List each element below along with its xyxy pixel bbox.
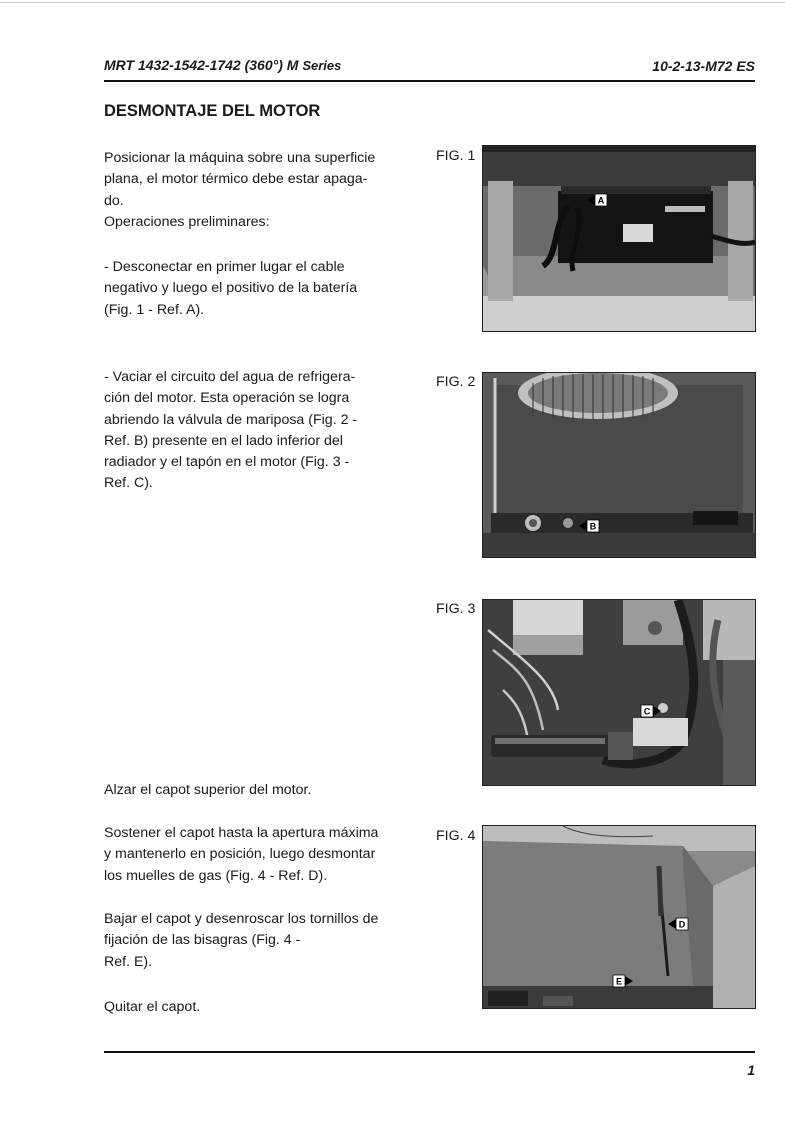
text-line: - Desconectar en primer lugar el cable: [104, 259, 345, 275]
text-line: Sostener el capot hasta la apertura máxima: [104, 825, 379, 841]
callout-d-label: D: [678, 919, 686, 930]
text-line: Quitar el capot.: [104, 999, 201, 1015]
callout-b-label: B: [589, 521, 597, 532]
paragraph-drain-coolant: [104, 367, 415, 495]
text-line: do.: [104, 192, 124, 209]
page-title: DESMONTAJE DEL MOTOR: [104, 102, 321, 120]
header-code: 10-2-13-M72 ES: [652, 58, 755, 74]
text-line: ción del motor. Esta operación se logra: [104, 390, 350, 407]
page-number: 1: [747, 1062, 755, 1078]
paragraph-remove-hood: [104, 997, 404, 1018]
text-line: Ref. C).: [104, 475, 153, 492]
text-line: radiador y el tapón en el motor (Fig. 3 -: [104, 454, 350, 471]
fig1-label: FIG. 1: [436, 148, 476, 164]
top-border-line: [0, 2, 785, 3]
paragraph-support-hood: [104, 823, 404, 887]
text-line: los muelles de gas (Fig. 4 - Ref. D).: [104, 867, 328, 884]
paragraph-disconnect-battery: [104, 257, 415, 321]
footer-rule: [104, 1051, 755, 1053]
text-line: y mantenerlo en posición, luego desmontar: [104, 846, 376, 863]
callout-c-label: C: [643, 706, 651, 717]
text-line: Posicionar la máquina sobre una superficie: [104, 150, 376, 166]
callout-e-label: E: [615, 976, 623, 987]
fig2-label: FIG. 2: [436, 374, 476, 390]
text-line: fijación de las bisagras (Fig. 4 -: [104, 932, 301, 949]
fig1-photo-battery: [482, 145, 756, 332]
paragraph-position-machine: [104, 148, 404, 212]
fig3-photo-engine-plug: [482, 599, 756, 786]
callout-a-label: A: [597, 195, 605, 206]
text-line: Ref. E).: [104, 953, 153, 970]
paragraph-raise-hood: [104, 780, 404, 801]
header-rule: [104, 80, 755, 82]
fig3-label: FIG. 3: [436, 601, 476, 617]
paragraph-lower-hood: [104, 909, 404, 973]
text-line: (Fig. 1 - Ref. A).: [104, 301, 205, 318]
header-series: Series: [302, 58, 342, 73]
fig4-photo-hood: [482, 825, 756, 1009]
text-line: plana, el motor térmico debe estar apaga-: [104, 171, 368, 188]
fig2-photo-radiator: [482, 372, 756, 558]
text-line: abriendo la válvula de mariposa (Fig. 2 -: [104, 411, 358, 428]
text-line: Operaciones preliminares:: [104, 214, 270, 230]
header-model: [104, 57, 341, 73]
header-model-text: MRT 1432-1542-1742 (360°) M: [104, 57, 299, 73]
fig4-label: FIG. 4: [436, 828, 476, 844]
text-line: Alzar el capot superior del motor.: [104, 782, 312, 798]
text-line: - Vaciar el circuito del agua de refrigera-: [104, 369, 356, 385]
paragraph-preliminary-ops: [104, 212, 404, 233]
text-line: Ref. B) presente en el lado inferior del: [104, 432, 343, 449]
text-line: negativo y luego el positivo de la batería: [104, 280, 358, 297]
text-line: Bajar el capot y desenroscar los tornillos de: [104, 911, 379, 927]
